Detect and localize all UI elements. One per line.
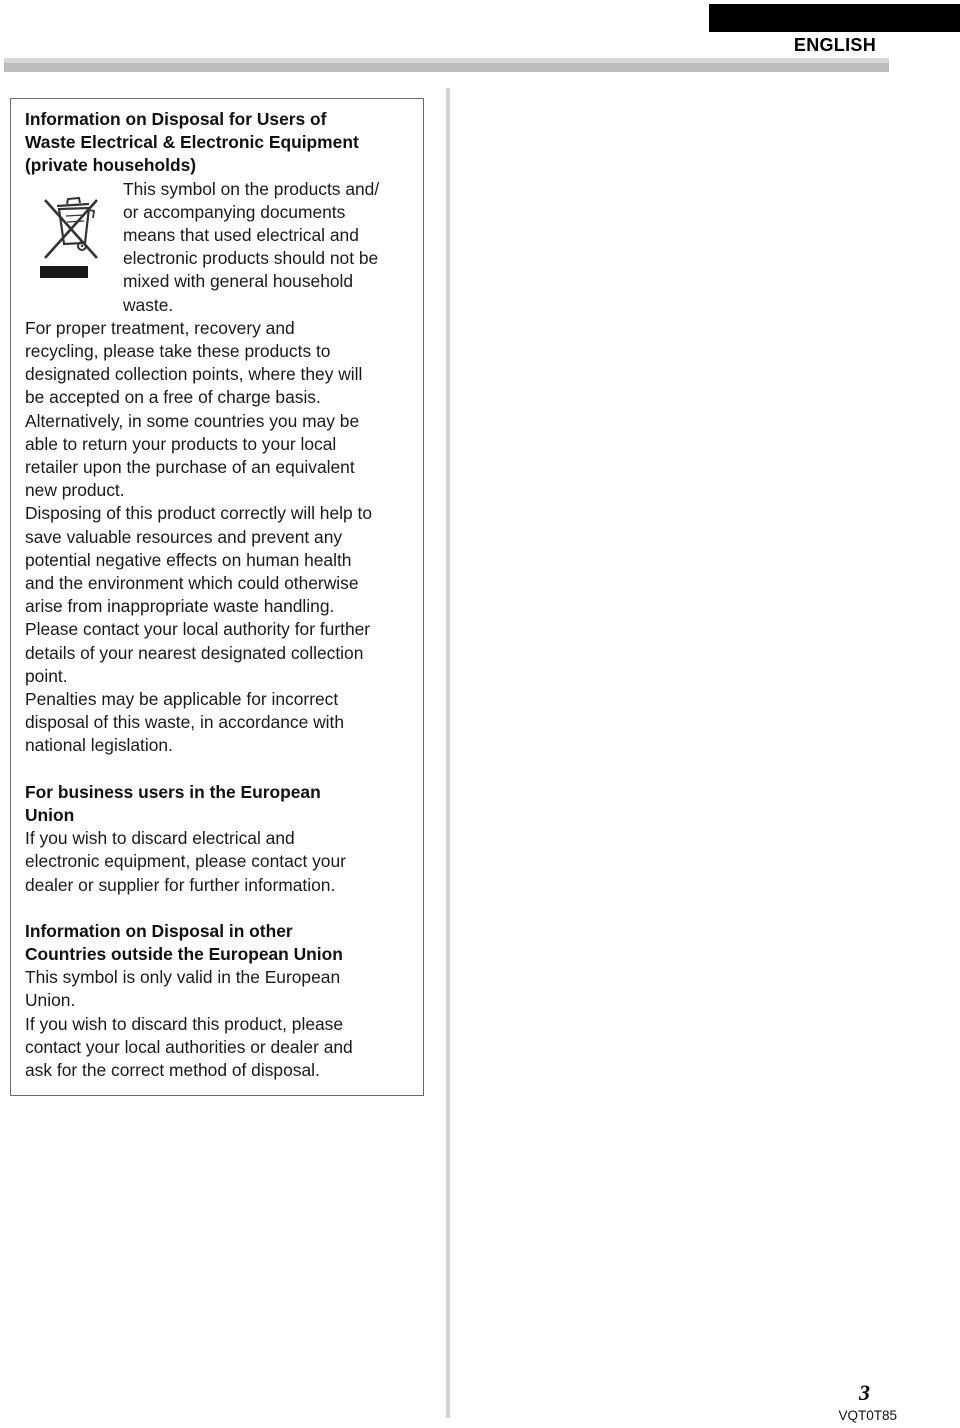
heading-line: Countries outside the European Union	[25, 943, 343, 964]
text-line: electronic equipment, please contact your	[25, 851, 346, 872]
text-line: able to return your products to your local	[25, 433, 337, 454]
text-line: If you wish to discard electrical and	[25, 828, 295, 849]
validity-paragraph	[25, 966, 417, 1012]
symbol-text-line: mixed with general household	[123, 271, 354, 292]
symbol-description	[123, 178, 417, 317]
disposal-notice-content	[25, 108, 417, 1082]
discard-paragraph	[25, 1013, 417, 1083]
treatment-paragraph	[25, 317, 417, 410]
business-heading	[25, 781, 417, 827]
page-number: 3	[859, 1380, 870, 1405]
heading-line: Information on Disposal in other	[25, 920, 293, 941]
symbol-text-line: electronic products should not be	[123, 248, 379, 269]
text-line: be accepted on a free of charge basis.	[25, 387, 321, 408]
text-line: and the environment which could otherwise	[25, 573, 359, 594]
text-line: new product.	[25, 480, 125, 501]
heading-line: Union	[25, 804, 75, 825]
text-line: designated collection points, where they will	[25, 364, 363, 385]
text-line: retailer upon the purchase of an equivalent	[25, 457, 355, 478]
text-line: Union.	[25, 990, 76, 1011]
column-divider	[446, 88, 450, 1418]
business-section	[25, 781, 417, 897]
text-line: Penalties may be applicable for incorrect	[25, 689, 339, 710]
symbol-container	[25, 178, 123, 278]
symbol-text-line: This symbol on the products and/	[123, 178, 380, 199]
text-line: details of your nearest designated collection	[25, 642, 364, 663]
text-line: disposal of this waste, in accordance with	[25, 712, 344, 733]
retailer-return-paragraph	[25, 410, 417, 503]
heading-line: (private households)	[25, 155, 197, 176]
text-line: recycling, please take these products to	[25, 341, 331, 362]
symbol-text-line: waste.	[123, 294, 174, 315]
section-gap	[25, 758, 417, 781]
document-code: VQT0T85	[838, 1408, 897, 1423]
text-line: national legislation.	[25, 735, 173, 756]
text-line: point.	[25, 665, 68, 686]
symbol-row	[25, 178, 417, 317]
text-line: Disposing of this product correctly will help to	[25, 503, 372, 524]
households-section	[25, 108, 417, 758]
section-gap	[25, 897, 417, 920]
text-line: For proper treatment, recovery and	[25, 317, 295, 338]
heading-line: Waste Electrical & Electronic Equipment	[25, 132, 359, 153]
symbol-text-line: means that used electrical and	[123, 225, 359, 246]
heading-line: Information on Disposal for Users of	[25, 109, 327, 129]
business-paragraph	[25, 827, 417, 897]
households-heading	[25, 108, 417, 178]
heading-line: For business users in the European	[25, 781, 321, 802]
crossed-out-wheelie-bin-icon	[37, 186, 107, 278]
contact-authority-paragraph	[25, 618, 417, 688]
text-line: arise from inappropriate waste handling.	[25, 596, 335, 617]
outside-eu-section	[25, 920, 417, 1082]
header-rule	[4, 58, 889, 72]
language-label: ENGLISH	[793, 35, 876, 55]
penalties-paragraph	[25, 688, 417, 758]
outside-eu-heading	[25, 920, 417, 966]
text-line: ask for the correct method of disposal.	[25, 1059, 320, 1080]
symbol-text-line: or accompanying documents	[123, 201, 346, 222]
text-line: Alternatively, in some countries you may be	[25, 410, 360, 431]
text-line: This symbol is only valid in the European	[25, 967, 341, 988]
benefits-paragraph	[25, 502, 417, 618]
text-line: save valuable resources and prevent any	[25, 526, 343, 547]
text-line: dealer or supplier for further information.	[25, 874, 336, 895]
text-line: contact your local authorities or dealer and	[25, 1036, 353, 1057]
text-line: potential negative effects on human health	[25, 549, 352, 570]
text-line: If you wish to discard this product, please	[25, 1013, 344, 1034]
text-line: Please contact your local authority for further	[25, 619, 371, 640]
header-black-bar	[709, 4, 960, 32]
